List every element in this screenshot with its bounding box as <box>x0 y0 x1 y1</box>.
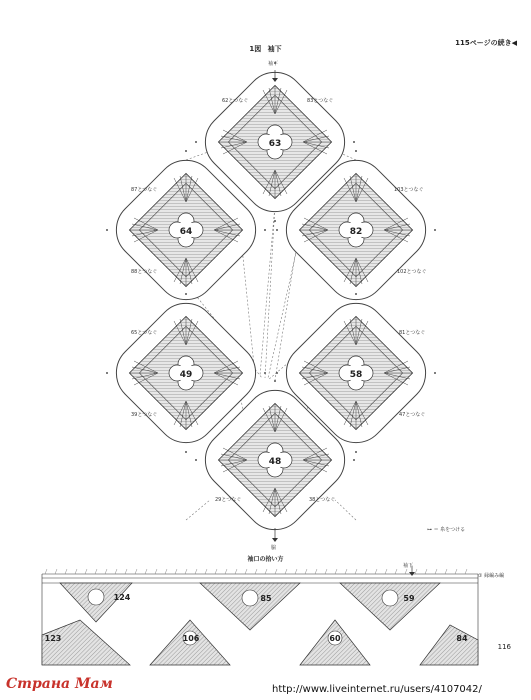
figure-subject: 袖下 <box>267 45 282 53</box>
motif-number: 48 <box>268 457 282 467</box>
strip-motif-number: 59 <box>403 594 415 603</box>
join-note-102: 102とつなぐ <box>397 269 427 275</box>
motif-number: 82 <box>349 227 363 237</box>
strip-motif-number: 106 <box>182 634 200 643</box>
join-note-38: 38とつなぐ <box>309 497 336 503</box>
top-marker: 袖下 <box>268 61 279 67</box>
join-note-83: 83とつなぐ <box>307 98 334 104</box>
join-note-103: 103とつなぐ <box>394 187 424 193</box>
strip-motif-number: 124 <box>113 593 131 602</box>
join-note-29: 29とつなぐ <box>215 497 242 503</box>
join-note-88: 88とつなぐ <box>131 269 158 275</box>
motif-number: 64 <box>179 227 193 237</box>
continuation-note: 115ページの続き◀ <box>455 39 517 47</box>
page-number: 116 <box>497 643 511 651</box>
join-note-65: 65とつなぐ <box>131 330 158 336</box>
join-note-81: 81とつなぐ <box>399 330 426 336</box>
figure-number: 1図 <box>249 45 262 53</box>
strip-motif-number: 85 <box>260 594 272 603</box>
join-note-87: 87とつなぐ <box>131 187 158 193</box>
yarn-attach-symbol: ⊶ <box>427 527 432 533</box>
join-note-39: 39とつなぐ <box>131 412 158 418</box>
motif-number: 49 <box>179 370 193 380</box>
site-watermark-logo: Страна Мам <box>6 676 113 692</box>
strip-motif-number: 84 <box>456 634 468 643</box>
join-note-62: 62とつなぐ <box>222 98 249 104</box>
cuff-section-title: 袖口の拾い方 <box>247 556 284 563</box>
join-note-47: 47とつなぐ <box>399 412 426 418</box>
motif-number: 63 <box>268 139 282 149</box>
motif-number: 58 <box>349 370 363 380</box>
cuff-side-marker: 袖下 <box>403 563 414 569</box>
legend-text: ＝ 糸をつける <box>433 527 466 533</box>
bottom-marker: 脇 <box>271 545 277 551</box>
strip-motif-number: 60 <box>329 634 341 643</box>
cuff-rows-label: ① 縁編み編 <box>478 573 505 579</box>
strip-motif-number: 123 <box>44 634 62 643</box>
source-url: http://www.liveinternet.ru/users/4107042/ <box>272 684 482 695</box>
